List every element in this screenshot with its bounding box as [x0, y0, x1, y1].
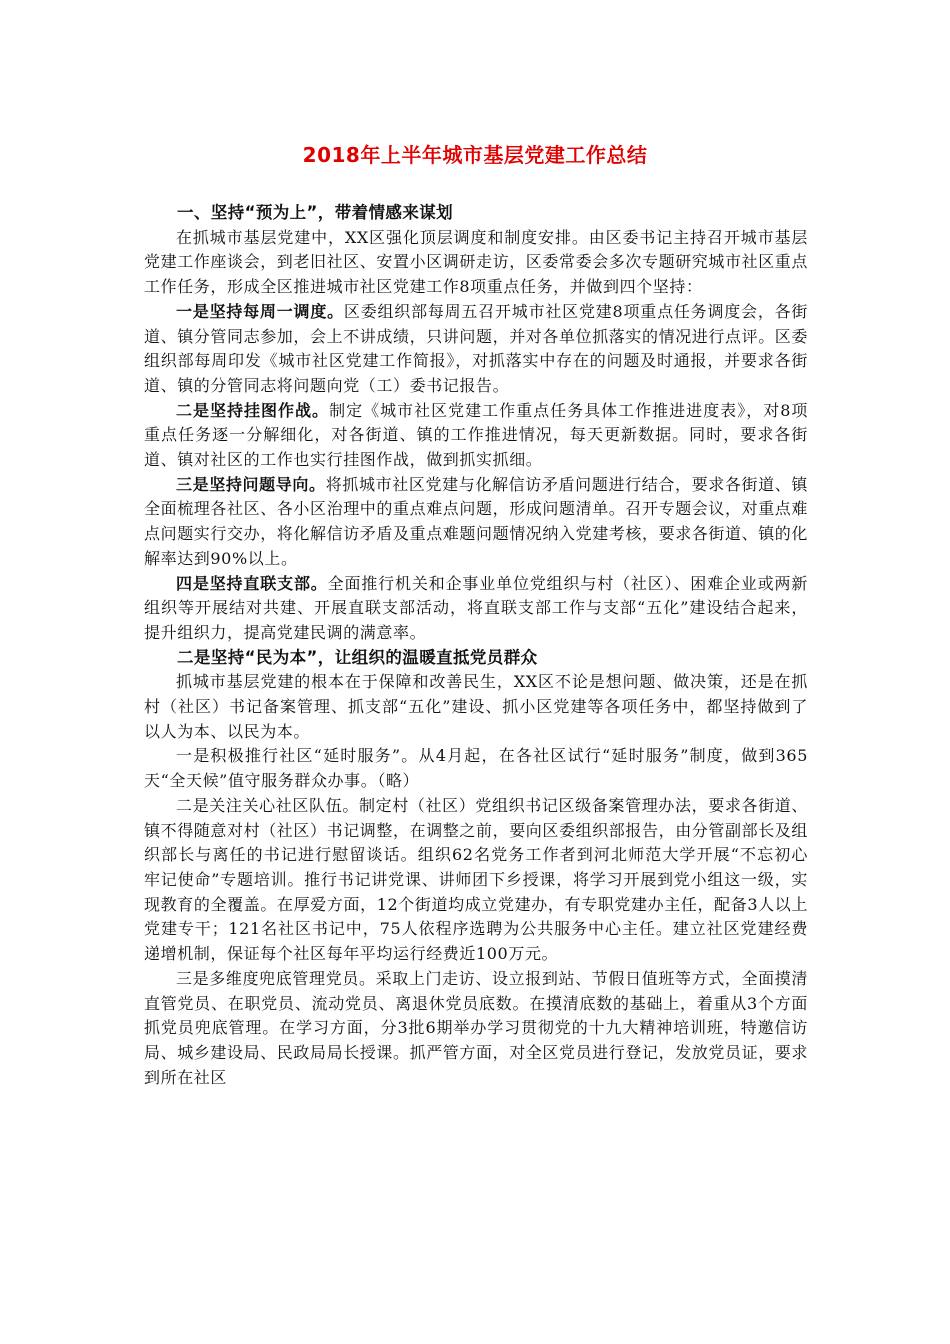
paragraph-item-3: [144, 473, 808, 572]
paragraph-s2-1: 抓城市基层党建的根本在于保障和改善民生，XX区不论是想问题、做决策，还是在抓村（社区）书记备案管理、抓支部“五化”建设、抓小区党建等各项任务中，都坚持做到了以人为本、以民为本。: [144, 672, 808, 741]
item-lead-4: 四是坚持直联支部。: [176, 573, 328, 593]
item-lead-2: 二是坚持挂图作战。: [176, 400, 330, 420]
paragraph-item-4: [144, 572, 808, 646]
paragraph-intro: 在抓城市基层党建中，XX区强化顶层调度和制度安排。由区委书记主持召开城市基层党建工作座谈会，到老旧社区、安置小区调研走访，区委常委会多次专题研究城市社区重点工作任务，形成全区推进城市社区党建工作8项重点任务，并做到四个坚持：: [144, 227, 809, 297]
item-text-2: 制定《城市社区党建工作重点任务具体工作推进进度表》，对8项重点任务逐一分解细化，对各街道、镇的工作推进情况，每天更新数据。同时，要求各街道、镇对社区的工作也实行挂图作战，做到抓实抓细。: [144, 400, 808, 470]
paragraph-s2-2: 一是积极推行社区“延时服务”。从4月起，在各社区试行“延时服务”制度，做到365天“全天候”值守服务群众办事。（略）: [144, 746, 808, 791]
paragraph-item-2: [144, 399, 808, 473]
paragraph-s2-4: 三是多维度兜底管理党员。采取上门走访、设立报到站、节假日值班等方式，全面摸清直管党员、在职党员、流动党员、离退休党员底数。在摸清底数的基础上，着重从3个方面抓党员兜底管理。在学习方面，分3批6期举办学习贯彻党的十九大精神培训班，特邀信访局、城乡建设局、民政局局长授课。抓严管方面，对全区党员进行登记，发放党员证，要求到所在社区: [144, 968, 809, 1087]
item-lead-1: 一是坚持每周一调度。: [176, 301, 344, 321]
item-text-4: 全面推行机关和企事业单位党组织与村（社区）、困难企业或两新组织等开展结对共建、开展直联支部活动，将直联支部工作与支部“五化”建设结合起来，提升组织力，提高党建民调的满意率。: [144, 573, 808, 642]
section-heading-2: 二是坚持“民为本”，让组织的温暖直抵党员群众: [177, 647, 538, 667]
item-text-1: 区委组织部每周五召开城市社区党建8项重点任务调度会，各街道、镇分管同志参加，会上不讲成绩，只讲问题，并对各单位抓落实的情况进行点评。区委组织部每周印发《城市社区党建工作简报》，对抓落实中存在的问题及时通报，并要求各街道、镇的分管同志将问题向党（工）委书记报告。: [144, 301, 809, 395]
paragraph-s2-3: 二是关注关心社区队伍。制定村（社区）党组织书记区级备案管理办法，要求各街道、镇不得随意对村（社区）书记调整，在调整之前，要向区委组织部报告，由分管副部长及组织部长与离任的书记进行慰留谈话。组织62名党务工作者到河北师范大学开展“不忘初心 牢记使命”专题培训。推行书记讲党课、讲师团下乡授课，将学习开展到党小组这一级，实现教育的全覆盖。在厚爱方面，12个街道均成立党建办，有专职党建办主任，配备3人以上党建专干；121名社区书记中，75人依程序选聘为公共服务中心主任。建立社区党建经费递增机制，保证每个社区每年平均运行经费近100万元。: [144, 795, 809, 964]
document-title: 2018年上半年城市基层党建工作总结: [302, 143, 648, 167]
section-heading-1: 一、坚持“预为上”，带着情感来谋划: [177, 203, 453, 222]
item-lead-3: 三是坚持问题导向。: [176, 474, 326, 494]
item-text-3: 将抓城市社区党建与化解信访矛盾问题进行结合，要求各街道、镇全面梳理各社区、各小区治理中的重点难点问题，形成问题清单。召开专题会议，对重点难点问题实行交办，将化解信访矛盾及重点难题问题情况纳入党建考核，要求各街道、镇的化解率达到90%以上。: [144, 474, 809, 568]
document-body: [144, 201, 808, 1090]
paragraph-item-1: [144, 300, 808, 399]
